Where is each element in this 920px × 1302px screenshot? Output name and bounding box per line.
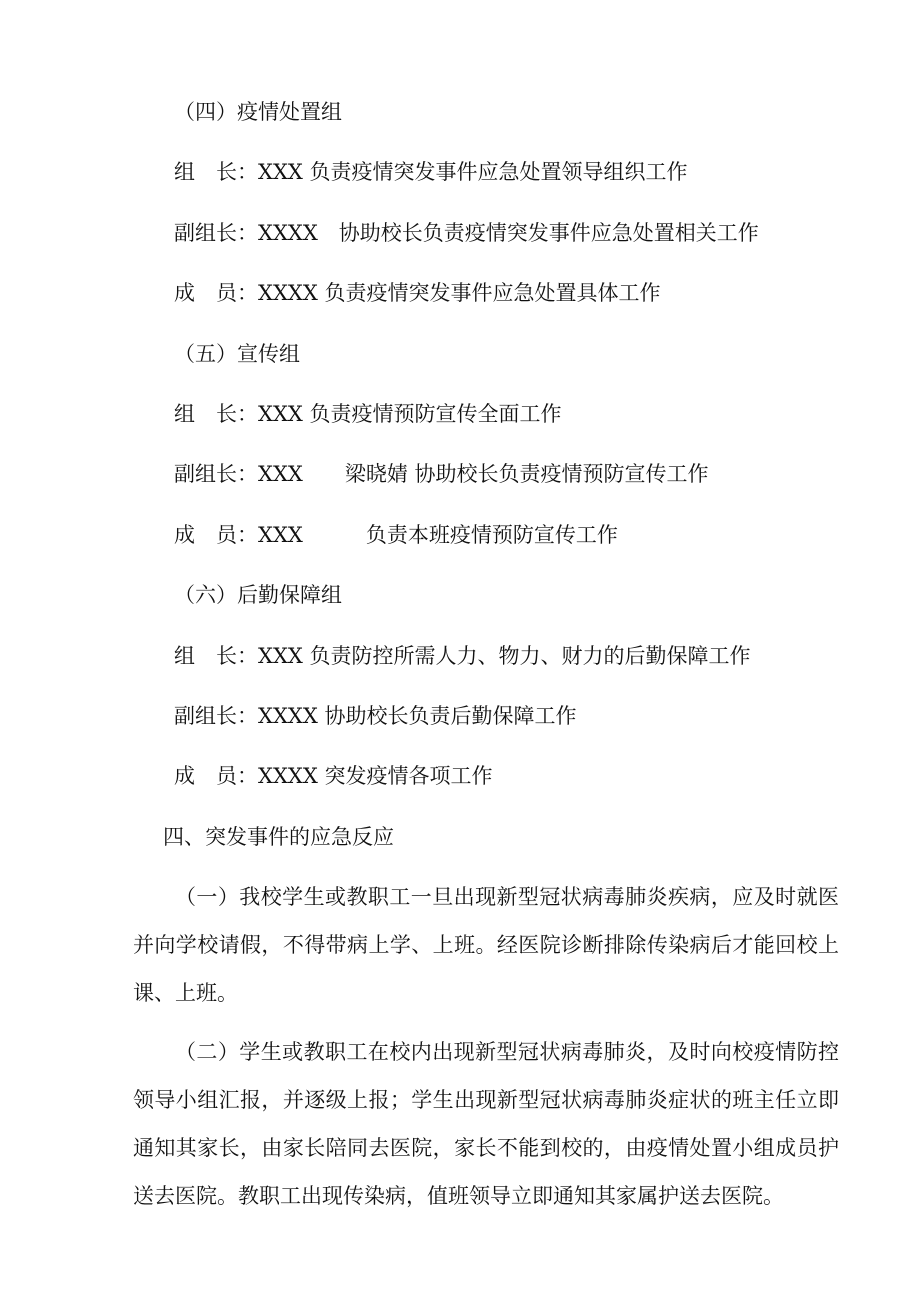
role-line: 成 员：XXXX 负责疫情突发事件应急处置具体工作 xyxy=(174,281,661,305)
role-line: 成 员：XXX 负责本班疫情预防宣传工作 xyxy=(174,523,618,547)
body-paragraph: （一）我校学生或教职工一旦出现新型冠状病毒肺炎疾病，应及时就医并向学校请假，不得带病上学、上班。经医院诊断排除传染病后才能回校上课、上班。 xyxy=(133,885,839,1005)
role-line: 副组长：XXXX 协助校长负责疫情突发事件应急处置相关工作 xyxy=(174,221,759,245)
role-line: 组 长：XXX 负责疫情突发事件应急处置领导组织工作 xyxy=(174,160,688,184)
section-heading: （六）后勤保障组 xyxy=(174,583,342,607)
role-line: 副组长：XXXX 协助校长负责后勤保障工作 xyxy=(174,704,577,728)
body-paragraph: （二）学生或教职工在校内出现新型冠状病毒肺炎，及时向校疫情防控领导小组汇报，并逐级上报；学生出现新型冠状病毒肺炎症状的班主任立即通知其家长，由家长陪同去医院，家长不能到校的，由疫情处置小组成员护送去医院。教职工出现传染病，值班领导立即通知其家属护送去医院。 xyxy=(133,1040,839,1208)
role-line: 副组长：XXX 梁晓婧 协助校长负责疫情预防宣传工作 xyxy=(174,462,709,486)
role-line: 组 长：XXX 负责防控所需人力、物力、财力的后勤保障工作 xyxy=(174,644,751,668)
role-line: 成 员：XXXX 突发疫情各项工作 xyxy=(174,764,493,788)
section-heading: （五）宣传组 xyxy=(174,342,300,366)
role-line: 组 长：XXX 负责疫情预防宣传全面工作 xyxy=(174,402,562,426)
section-heading: （四）疫情处置组 xyxy=(174,100,342,124)
chapter-heading: 四、突发事件的应急反应 xyxy=(163,825,394,849)
